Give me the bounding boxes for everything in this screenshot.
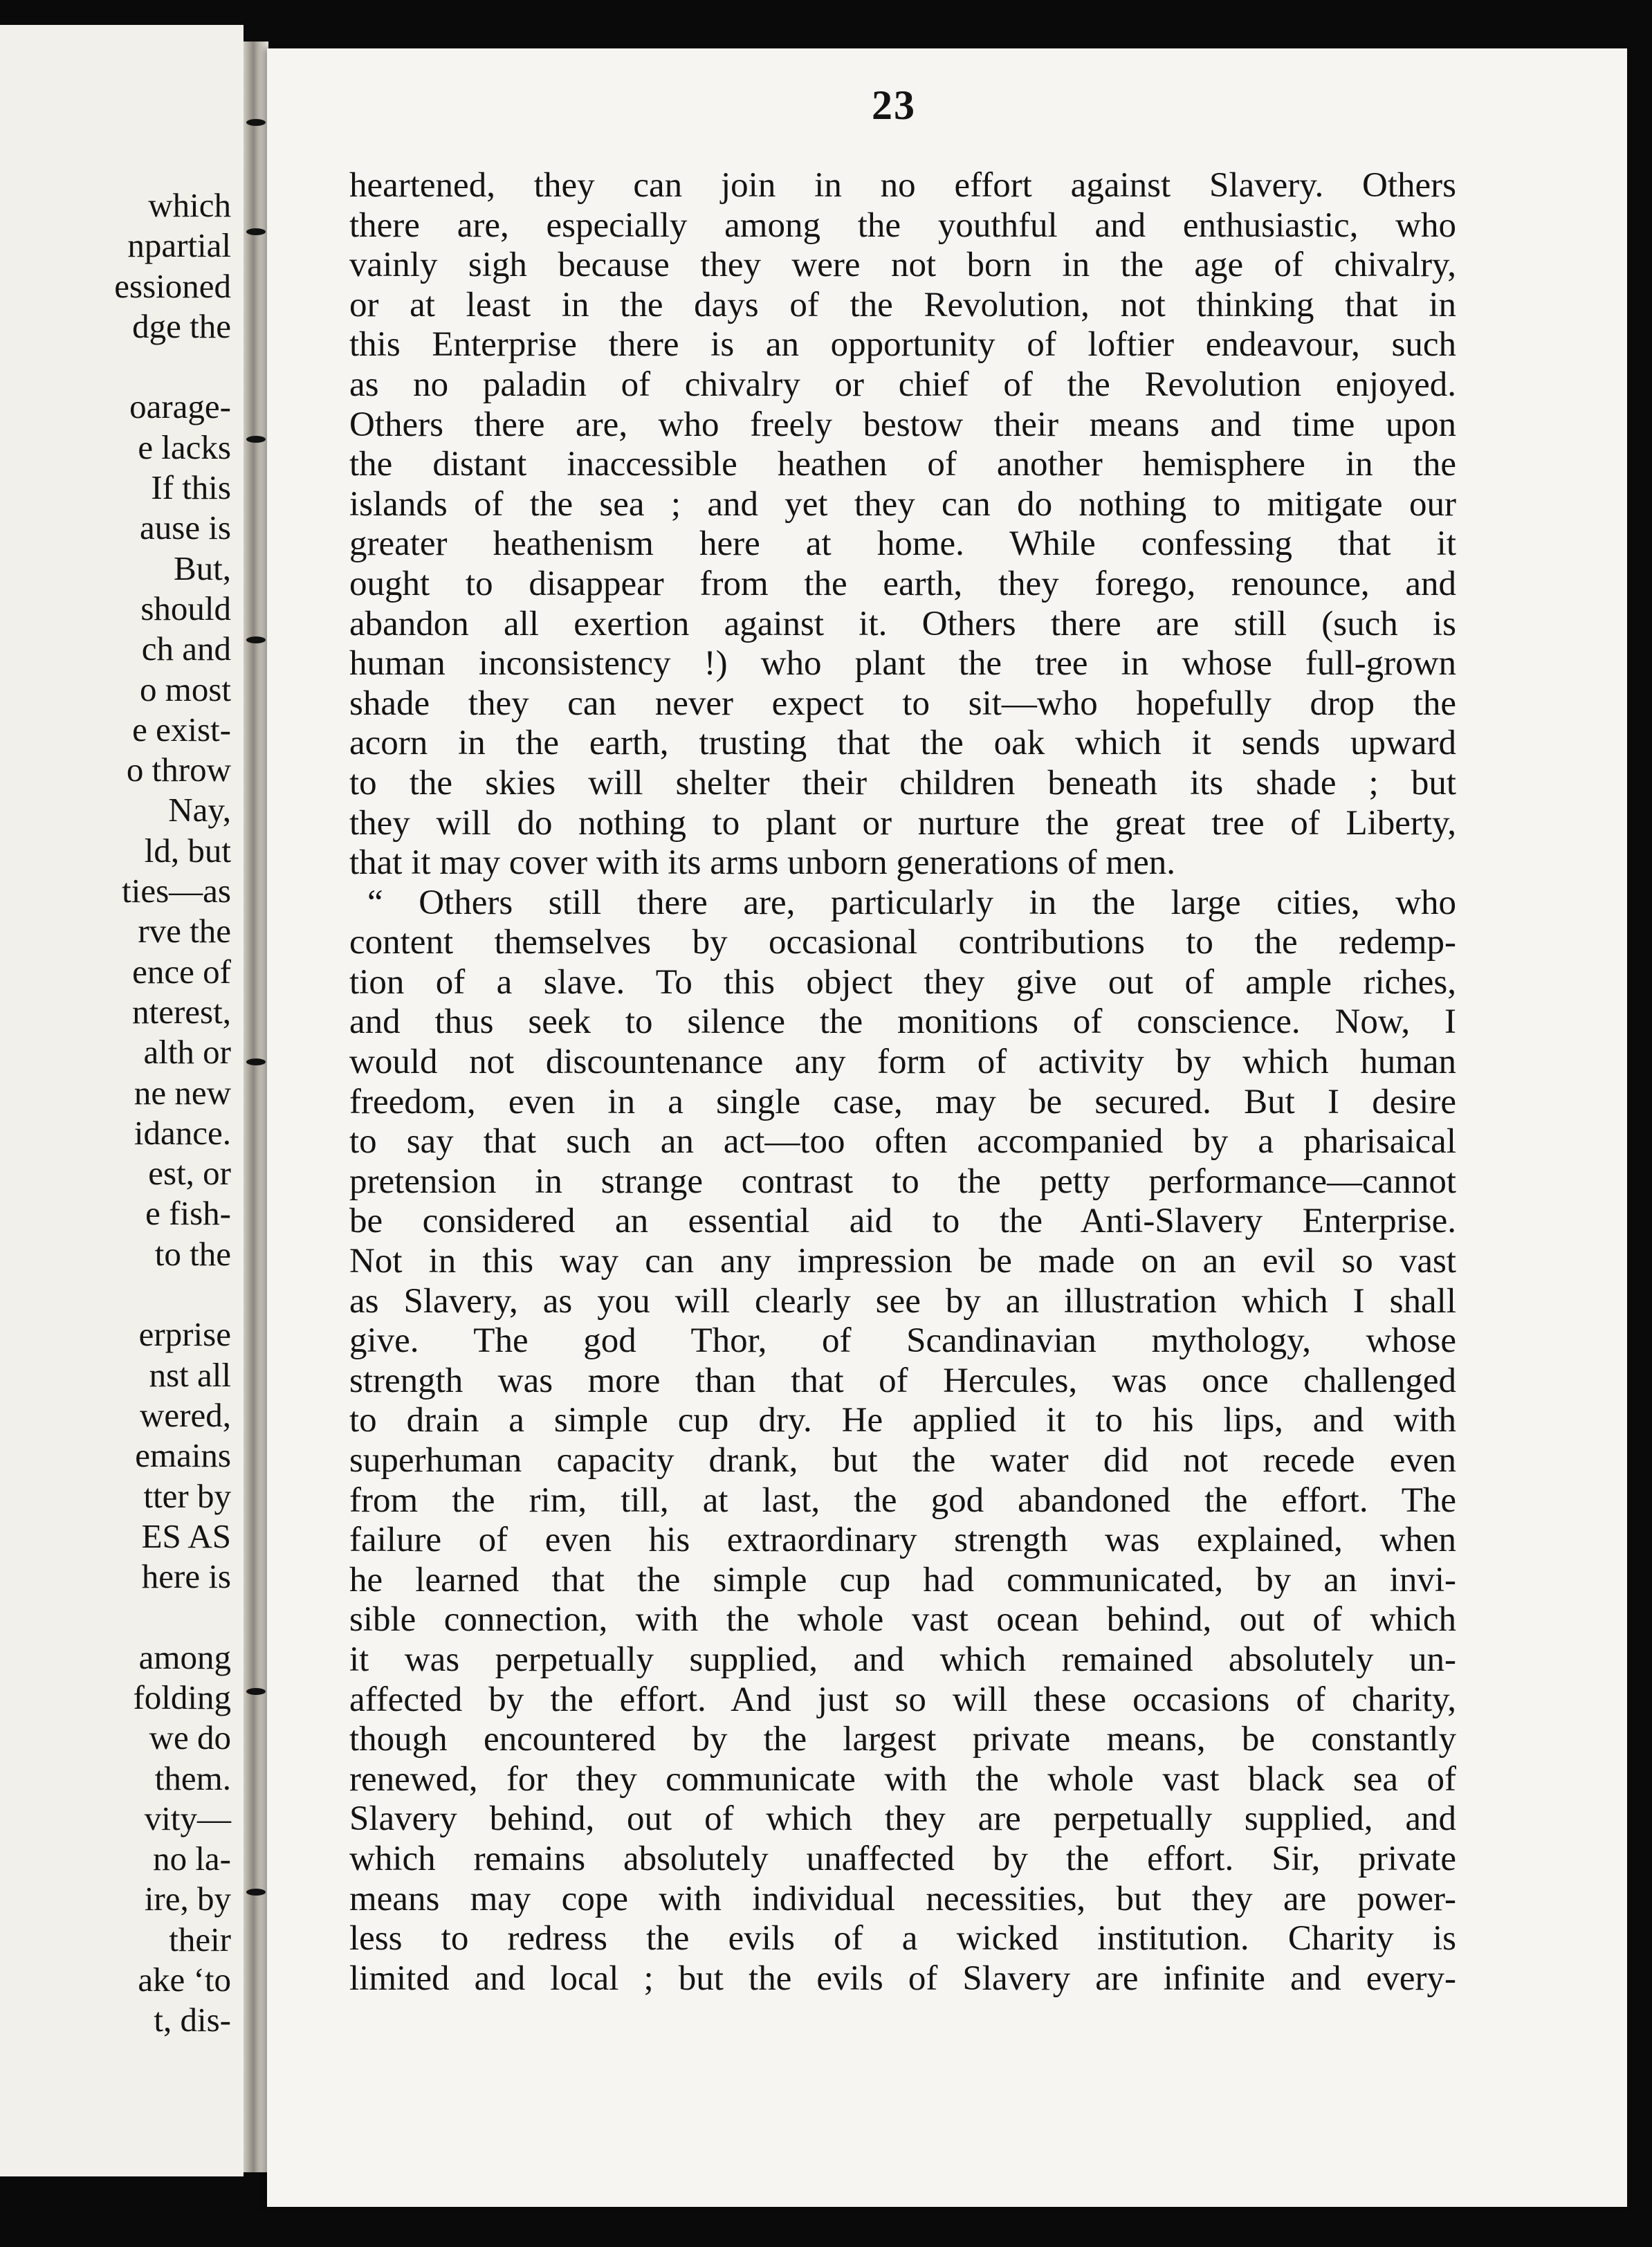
- left-page-line: wered,: [140, 1395, 231, 1434]
- left-page-line: [114, 1597, 231, 1637]
- left-page-line: nst all: [149, 1355, 231, 1394]
- text-line: the distant inaccessible heathen of another hemisphere in the: [349, 445, 1456, 484]
- left-page-line: tter by: [143, 1476, 231, 1515]
- text-line: which remains absolutely unaffected by the effort. Sir, private: [349, 1839, 1456, 1878]
- left-page-line: e lacks: [138, 428, 231, 466]
- binding-stitch: [246, 228, 266, 235]
- left-page-line: we do: [149, 1718, 231, 1757]
- text-line: means may cope with individual necessities, but they are power-: [349, 1879, 1456, 1918]
- text-line: they will do nothing to plant or nurture the great tree of Liberty,: [349, 803, 1456, 843]
- text-line: or at least in the days of the Revolution, not thinking that in: [349, 285, 1456, 324]
- left-page-line: If this: [151, 468, 231, 507]
- paragraph: [349, 166, 1456, 883]
- text-line: to the skies will shelter their children beneath its shade ; but: [349, 763, 1456, 802]
- book-gutter: [244, 42, 268, 2172]
- left-page-line: emains: [135, 1436, 231, 1475]
- left-page-line: ence of: [132, 952, 231, 991]
- left-page-line: no la-: [153, 1840, 231, 1878]
- text-line: less to redress the evils of a wicked institution. Charity is: [349, 1919, 1456, 1959]
- left-page-line: But,: [173, 549, 231, 587]
- left-page-line: oarage-: [129, 387, 231, 426]
- left-page-line: to the: [154, 1234, 231, 1273]
- text-line: acorn in the earth, trusting that the oak which it sends upward: [349, 724, 1456, 763]
- text-line: it was perpetually supplied, and which remained absolutely un-: [349, 1640, 1456, 1679]
- text-line: this Enterprise there is an opportunity of loftier endeavour, such: [349, 325, 1456, 365]
- text-line: shade they can never expect to sit—who hopefully drop the: [349, 684, 1456, 723]
- text-line: be considered an essential aid to the Anti-Slavery Enterprise.: [349, 1202, 1456, 1241]
- text-line: islands of the sea ; and yet they can do nothing to mitigate our: [349, 484, 1456, 524]
- left-page-line: [114, 347, 231, 387]
- text-line: greater heathenism here at home. While confessing that it: [349, 524, 1456, 564]
- left-page-line: idance.: [134, 1113, 231, 1152]
- left-page-line: dge the: [132, 306, 231, 345]
- left-page-line: [114, 1274, 231, 1314]
- left-page-line: ES AS: [141, 1516, 231, 1555]
- left-page-line: est, or: [148, 1154, 231, 1193]
- text-line: affected by the effort. And just so will these occasions of charity,: [349, 1680, 1456, 1719]
- page-body: [349, 166, 1456, 1999]
- text-line: as Slavery, as you will clearly see by an illustration which I shall: [349, 1281, 1456, 1321]
- left-page-line: erprise: [138, 1315, 231, 1354]
- left-page-line: ld, but: [144, 831, 231, 870]
- text-line: content themselves by occasional contributions to the redemp-: [349, 923, 1456, 962]
- binding-stitch: [246, 1688, 266, 1695]
- left-page-line: t, dis-: [154, 2001, 231, 2039]
- left-page-line: their: [169, 1920, 231, 1959]
- page-number: 23: [872, 82, 916, 128]
- text-line: ought to disappear from the earth, they forego, renounce, and: [349, 564, 1456, 603]
- text-line: abandon all exertion against it. Others there are still (such is: [349, 604, 1456, 643]
- text-line: vainly sigh because they were not born in the age of chivalry,: [349, 246, 1456, 285]
- paragraph: [349, 883, 1456, 1999]
- left-page-line: ch and: [141, 630, 231, 668]
- text-line: “ Others still there are, particularly in the large cities, who: [367, 883, 1456, 922]
- binding-stitch: [246, 636, 266, 643]
- text-line: tion of a slave. To this object they give out of ample riches,: [349, 962, 1456, 1002]
- left-page-line: vity—: [144, 1799, 231, 1837]
- text-line: Slavery behind, out of which they are perpetually supplied, and: [349, 1799, 1456, 1839]
- text-line: as no paladin of chivalry or chief of the Revolution enjoyed.: [349, 365, 1456, 404]
- left-page-line: among: [138, 1638, 231, 1676]
- left-page-line: ire, by: [144, 1880, 231, 1918]
- left-page-line: o most: [139, 670, 231, 708]
- text-line: and thus seek to silence the monitions of conscience. Now, I: [349, 1002, 1456, 1042]
- text-line: limited and local ; but the evils of Slavery are infinite and every-: [349, 1959, 1456, 1998]
- left-page-line: alth or: [143, 1033, 231, 1072]
- left-page-line: them.: [154, 1759, 231, 1797]
- left-page-line: ne new: [134, 1073, 231, 1112]
- left-page-line: should: [140, 589, 231, 627]
- left-page-line: nterest,: [132, 992, 231, 1031]
- binding-stitch: [246, 119, 266, 126]
- text-line: to drain a simple cup dry. He applied it to his lips, and with: [349, 1401, 1456, 1440]
- text-line: there are, especially among the youthful and enthusiastic, who: [349, 205, 1456, 245]
- left-page-line: here is: [141, 1557, 231, 1596]
- text-line: pretension in strange contrast to the petty performance—cannot: [349, 1162, 1456, 1201]
- text-line: human inconsistency !) who plant the tree in whose full-grown: [349, 644, 1456, 684]
- left-page-line: ause is: [140, 508, 231, 547]
- text-line: failure of even his extraordinary strength was explained, when: [349, 1521, 1456, 1560]
- text-line: he learned that the simple cup had communicated, by an invi-: [349, 1560, 1456, 1599]
- binding-stitch: [246, 1889, 266, 1896]
- left-page-line: essioned: [114, 266, 231, 305]
- left-page-line: o throw: [126, 751, 231, 789]
- text-line: sible connection, with the whole vast ocean behind, out of which: [349, 1600, 1456, 1640]
- left-page-line: e exist-: [132, 710, 231, 749]
- text-line: would not discountenance any form of activity by which human: [349, 1043, 1456, 1082]
- left-page-line: e fish-: [145, 1194, 231, 1233]
- text-line: superhuman capacity drank, but the water did not recede even: [349, 1441, 1456, 1480]
- text-line: Others there are, who freely bestow their means and time upon: [349, 405, 1456, 444]
- left-page-text: [114, 185, 231, 2041]
- binding-stitch: [246, 1058, 266, 1065]
- left-page-line: ake ‘to: [138, 1961, 231, 1999]
- left-page: [0, 25, 244, 2176]
- text-line: give. The god Thor, of Scandinavian mythology, whose: [349, 1321, 1456, 1361]
- left-page-line: npartial: [127, 226, 231, 265]
- text-line: from the rim, till, at last, the god abandoned the effort. The: [349, 1480, 1456, 1520]
- left-page-line: which: [148, 186, 231, 224]
- text-line: Not in this way can any impression be made on an evil so vast: [349, 1242, 1456, 1281]
- text-line: freedom, even in a single case, may be secured. But I desire: [349, 1082, 1456, 1121]
- text-line: that it may cover with its arms unborn generations of men.: [349, 843, 1175, 883]
- left-page-line: ties—as: [122, 872, 231, 910]
- text-line: renewed, for they communicate with the whole vast black sea of: [349, 1759, 1456, 1799]
- text-line: to say that such an act—too often accompanied by a pharisaical: [349, 1122, 1456, 1162]
- text-line: strength was more than that of Hercules, was once challenged: [349, 1361, 1456, 1400]
- left-page-line: Nay,: [168, 791, 231, 829]
- text-line: heartened, they can join in no effort against Slavery. Others: [349, 166, 1456, 205]
- left-page-line: rve the: [138, 912, 231, 951]
- left-page-line: folding: [133, 1678, 231, 1716]
- binding-stitch: [246, 436, 266, 443]
- text-line: though encountered by the largest private means, be constantly: [349, 1720, 1456, 1759]
